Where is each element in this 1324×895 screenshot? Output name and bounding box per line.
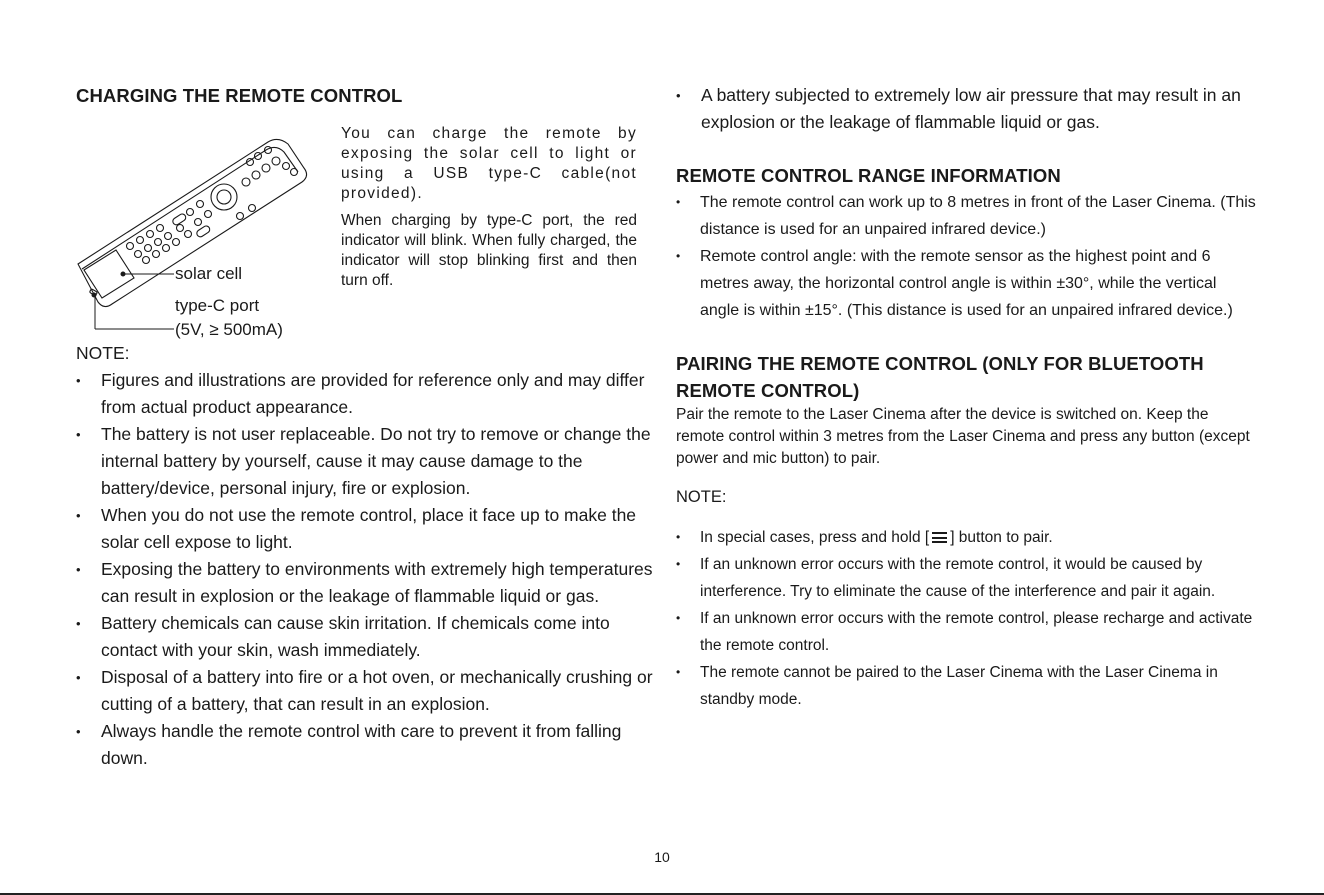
list-item: [676, 524, 1256, 551]
menu-icon: [932, 532, 947, 543]
pairing-note-label: NOTE:: [676, 488, 727, 506]
charging-section: [76, 82, 654, 340]
charging-paragraph-2: When charging by type-C port, the red indicator will blink. When fully charged, the indicator will stop blinking first and then turn off.: [341, 212, 637, 289]
list-item: • If an unknown error occurs with the remote control, it would be caused by interference. Try to eliminate the cause of the interference and pair it again.: [676, 551, 1256, 605]
pairing-note-text-pre: In special cases, press and hold [: [700, 529, 930, 546]
list-item: • A battery subjected to extremely low air pressure that may result in an explosion or the leakage of flammable liquid or gas.: [676, 82, 1256, 136]
list-item: • If an unknown error occurs with the remote control, please recharge and activate the remote control.: [676, 605, 1256, 659]
battery-warning-list: [676, 82, 1256, 136]
list-item: • The battery is not user replaceable. Do not try to remove or change the internal battery by yourself, cause it may cause damage to the battery/device, personal injury, fire or explosion.: [76, 421, 654, 502]
list-item: • Remote control angle: with the remote sensor as the highest point and 6 metres away, the horizontal control angle is within ±30°, while the vertical angle is within ±15°. (This distance is used for an unpaired infrared device.): [676, 243, 1256, 324]
list-item: • Exposing the battery to environments with extremely high temperatures can result in explosion or the leakage of flammable liquid or gas.: [76, 556, 654, 610]
left-column: [76, 82, 654, 772]
pairing-note-text-post: ] button to pair.: [950, 529, 1053, 546]
list-item: • Disposal of a battery into fire or a hot oven, or mechanically crushing or cutting of a battery, that can result in an explosion.: [76, 664, 654, 718]
pairing-note-list: [676, 524, 1256, 713]
list-item: • Figures and illustrations are provided for reference only and may differ from actual product appearance.: [76, 367, 654, 421]
charging-paragraph-1: You can charge the remote by exposing the solar cell to light or using a USB type-C cable(not provided).: [341, 125, 637, 202]
list-item: • Always handle the remote control with care to prevent it from falling down.: [76, 718, 654, 772]
right-column: [676, 82, 1256, 713]
note-list: [76, 367, 654, 772]
pairing-heading: PAIRING THE REMOTE CONTROL (ONLY FOR BLUETOOTH REMOTE CONTROL): [676, 353, 1204, 401]
pairing-text: Pair the remote to the Laser Cinema after the device is switched on. Keep the remote control within 3 metres from the Laser Cinema and press any button (except power and mic button) to pair.: [676, 406, 1250, 467]
page-number: 10: [654, 849, 670, 865]
list-item: • When you do not use the remote control, place it face up to make the solar cell expose to light.: [76, 502, 654, 556]
range-heading: REMOTE CONTROL RANGE INFORMATION: [676, 165, 1061, 186]
solar-cell-label: solar cell: [175, 264, 243, 283]
note-label: NOTE:: [76, 343, 130, 363]
list-item: • The remote cannot be paired to the Laser Cinema with the Laser Cinema in standby mode.: [676, 659, 1256, 713]
list-item: • The remote control can work up to 8 metres in front of the Laser Cinema. (This distance is used for an unpaired infrared device.): [676, 189, 1256, 243]
charging-description: [341, 124, 637, 291]
list-item: • Battery chemicals can cause skin irritation. If chemicals come into contact with your skin, wash immediately.: [76, 610, 654, 664]
type-c-port-label: type-C port: [175, 296, 260, 315]
range-list: [676, 189, 1256, 324]
charging-heading: CHARGING THE REMOTE CONTROL: [76, 85, 403, 106]
type-c-port-spec: (5V, ≥ 500mA): [175, 320, 283, 339]
